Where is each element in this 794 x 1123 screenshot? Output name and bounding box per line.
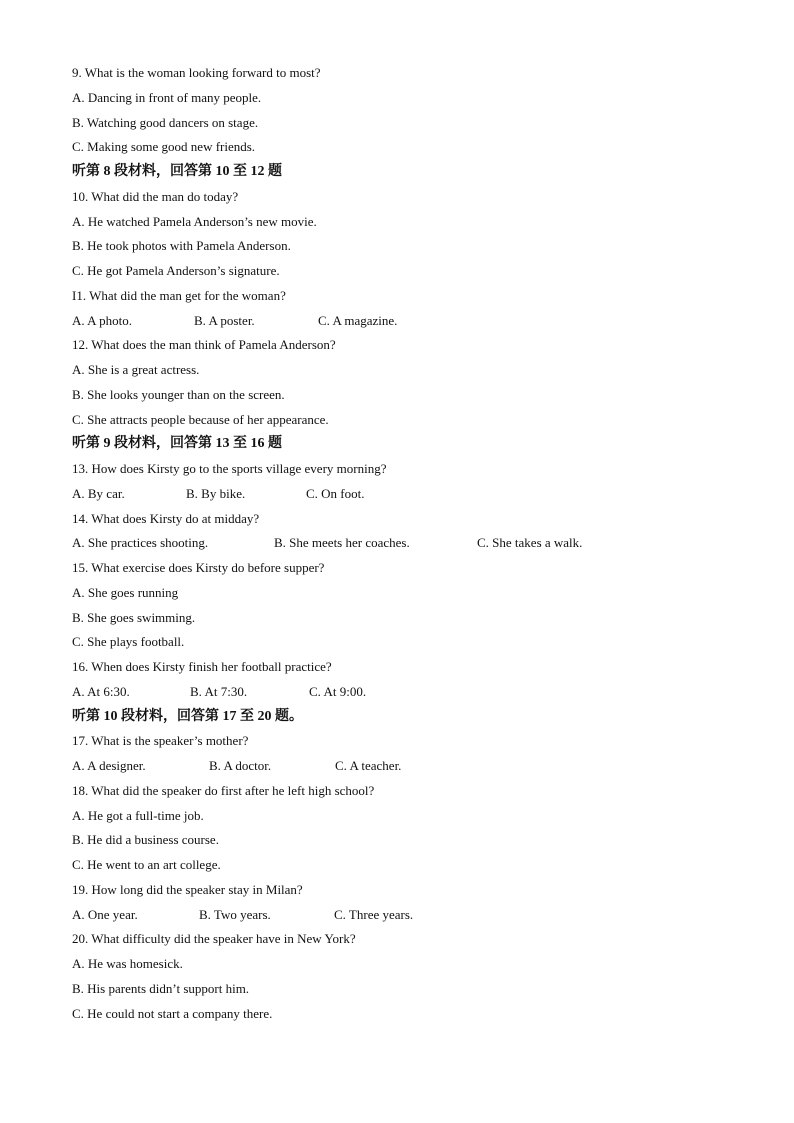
option-13b: B. By bike. — [186, 485, 246, 501]
option-18a: A. He got a full-time job. — [72, 807, 204, 823]
option-20c: C. He could not start a company there. — [72, 1005, 273, 1021]
question-18: 18. What did the speaker do first after he left high school? — [72, 782, 375, 798]
question-14: 14. What does Kirsty do at midday? — [72, 510, 260, 526]
question-10: 10. What did the man do today? — [72, 188, 239, 204]
option-9a: A. Dancing in front of many people. — [72, 89, 262, 105]
option-11a: A. A photo. — [72, 312, 132, 328]
option-10c: C. He got Pamela Anderson’s signature. — [72, 263, 280, 278]
option-17b: B. A doctor. — [209, 758, 272, 773]
option-12a: A. She is a great actress. — [72, 362, 200, 377]
document-page — [72, 61, 752, 1026]
question-11: I1. What did the man get for the woman? — [72, 287, 286, 303]
question-13: 13. How does Kirsty go to the sports village every morning? — [72, 461, 387, 476]
option-19b: B. Two years. — [199, 906, 271, 922]
option-10a: A. He watched Pamela Anderson’s new movie. — [72, 213, 317, 229]
option-16b: B. At 7:30. — [190, 683, 248, 699]
options-row-19 — [72, 903, 752, 928]
options-row-14 — [72, 531, 752, 556]
option-16c: C. At 9:00. — [309, 683, 367, 699]
question-15: 15. What exercise does Kirsty do before supper? — [72, 560, 325, 575]
question-12: 12. What does the man think of Pamela Anderson? — [72, 337, 336, 353]
option-14a: A. She practices shooting. — [72, 535, 209, 551]
question-9: 9. What is the woman looking forward to most? — [72, 65, 321, 80]
option-19a: A. One year. — [72, 906, 138, 922]
option-18c: C. He went to an art college. — [72, 857, 221, 872]
option-13a: A. By car. — [72, 485, 125, 501]
option-17a: A. A designer. — [72, 758, 146, 773]
option-11c: C. A magazine. — [318, 312, 398, 328]
option-10b: B. He took photos with Pamela Anderson. — [72, 238, 291, 254]
option-14c: C. She takes a walk. — [477, 535, 583, 551]
option-11b: B. A poster. — [194, 312, 255, 328]
option-15b: B. She goes swimming. — [72, 609, 196, 625]
option-13c: C. On foot. — [306, 485, 365, 501]
option-9b: B. Watching good dancers on stage. — [72, 114, 259, 130]
option-16a: A. At 6:30. — [72, 683, 130, 699]
question-17: 17. What is the speaker’s mother? — [72, 733, 249, 749]
option-12b: B. She looks younger than on the screen. — [72, 386, 285, 402]
options-row-16 — [72, 680, 752, 705]
question-16: 16. When does Kirsty finish her football practice? — [72, 659, 332, 674]
options-row-11 — [72, 309, 752, 334]
section-heading-8: 听第 8 段材料，回答第 10 至 12 题 — [72, 164, 282, 179]
option-20a: A. He was homesick. — [72, 956, 183, 971]
option-9c: C. Making some good new friends. — [72, 139, 256, 155]
option-14b: B. She meets her coaches. — [274, 535, 410, 551]
option-20b: B. His parents didn’t support him. — [72, 980, 250, 996]
option-17c: C. A teacher. — [335, 758, 402, 773]
section-heading-9: 听第 9 段材料，回答第 13 至 16 题 — [72, 436, 282, 452]
options-row-13 — [72, 482, 752, 507]
question-19: 19. How long did the speaker stay in Milan? — [72, 881, 303, 897]
option-19c: C. Three years. — [334, 906, 414, 922]
option-18b: B. He did a business course. — [72, 832, 219, 848]
option-12c: C. She attracts people because of her appearance. — [72, 411, 329, 427]
question-20: 20. What difficulty did the speaker have in New York? — [72, 931, 356, 947]
section-heading-10: 听第 10 段材料，回答第 17 至 20 题。 — [72, 708, 303, 724]
options-row-17 — [72, 754, 752, 779]
option-15a: A. She goes running — [72, 584, 179, 600]
option-15c: C. She plays football. — [72, 634, 185, 650]
